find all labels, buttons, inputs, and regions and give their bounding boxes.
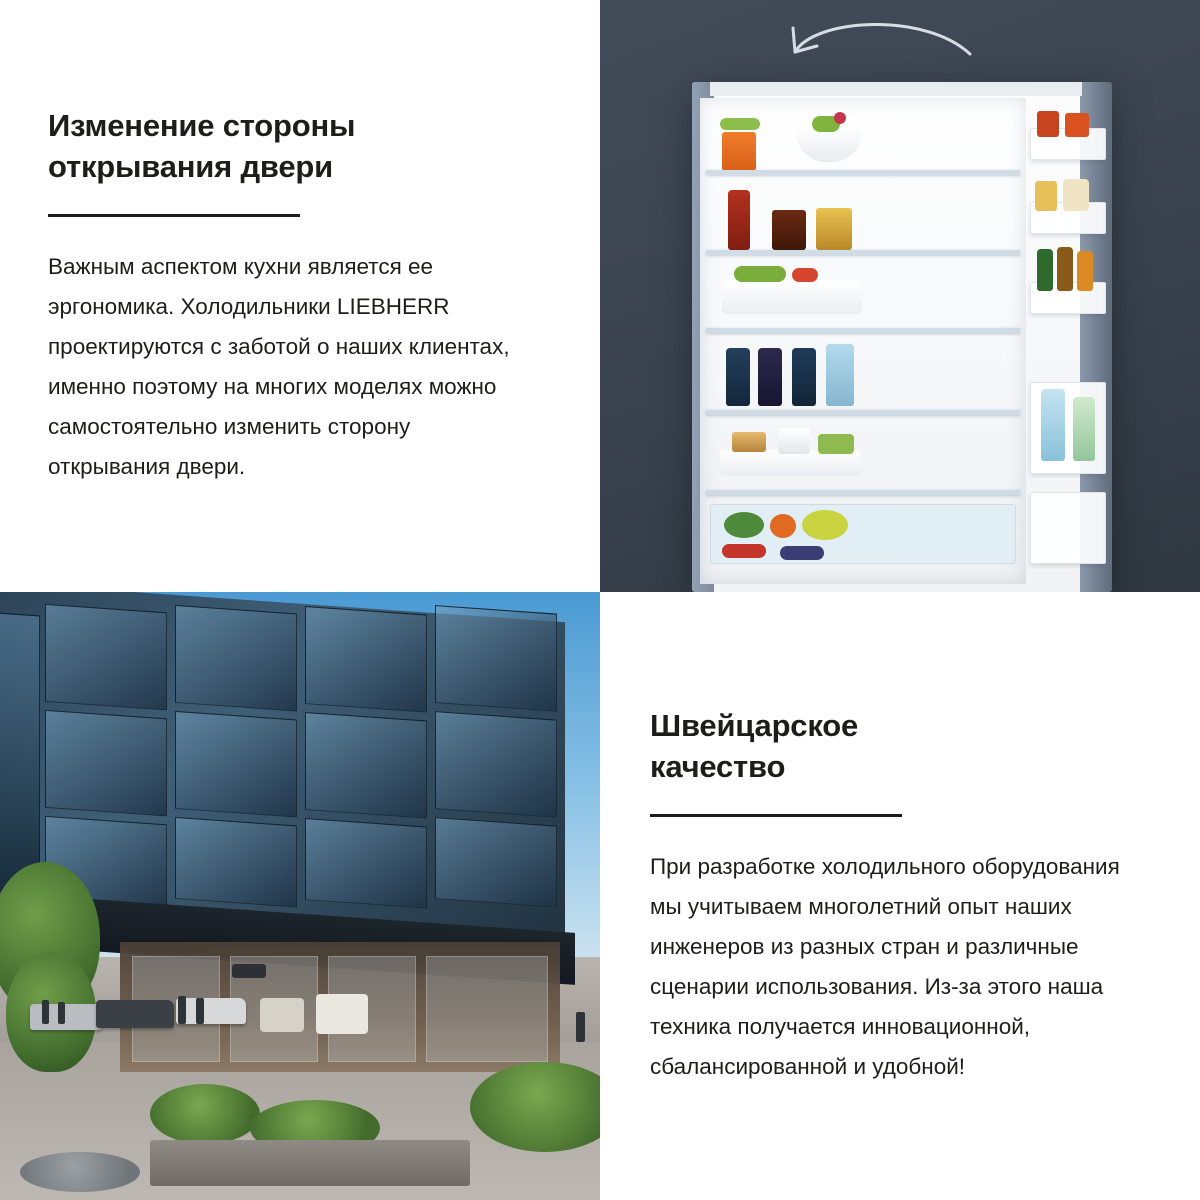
door-bin — [1030, 492, 1106, 564]
fridge-shelf — [706, 250, 1020, 255]
ketchup-bottle — [728, 190, 750, 250]
herb-garnish — [818, 434, 854, 454]
melon — [802, 510, 848, 540]
cheese-jar — [778, 428, 810, 454]
cherry-tomato — [834, 112, 846, 124]
facade-panel — [175, 817, 297, 908]
panel-swiss-quality — [600, 592, 1200, 1200]
fridge-shelf — [706, 328, 1020, 333]
fridge-cabinet — [700, 98, 1026, 584]
lobby-furniture — [260, 998, 304, 1032]
parked-car — [30, 1004, 102, 1030]
body-text: При разработке холодильного оборудования мы учитываем многолетний опыт наших инженеров из разных стран и различные сценарии использования. Из-за этого наша техника получается инновационной, сбалансированной и удобной! — [650, 854, 1120, 1080]
lobby-furniture — [316, 994, 368, 1034]
body-text: Важным аспектом кухни является ее эргономика. Холодильники LIEBHERR проектируются с заботой о наших клиентах, именно поэтому на многих моделях можно самостоятельно изменить сторону открывания двери. — [48, 254, 510, 480]
door-bin — [1030, 202, 1106, 234]
fridge-shelf — [706, 490, 1020, 495]
facade-corner-panel — [0, 612, 40, 897]
facade-panel — [175, 605, 297, 712]
facade-panel — [305, 818, 427, 909]
yogurt-cup — [816, 208, 852, 250]
curved-arrow-icon — [785, 14, 985, 84]
vegetable-tray — [722, 280, 862, 314]
parked-car — [176, 998, 246, 1024]
shrub — [150, 1084, 260, 1144]
water-bottle — [826, 344, 854, 406]
beer-bottle — [1057, 247, 1073, 291]
pedestrian — [58, 1002, 65, 1024]
cream-jar — [1063, 179, 1089, 211]
title-divider — [48, 214, 300, 217]
facade-panel — [435, 711, 557, 818]
skewer-vegetables — [720, 118, 760, 130]
facade-panel — [435, 817, 557, 908]
red-pepper — [792, 268, 818, 282]
refrigerator-photo — [600, 0, 1200, 592]
facade-panel — [175, 711, 297, 818]
cabbage — [724, 512, 764, 538]
orange-fruit — [770, 514, 796, 538]
fridge-top-cap — [710, 82, 1082, 96]
office-building-photo — [0, 592, 600, 1200]
facade-panel — [435, 605, 557, 712]
wine-bottle — [758, 348, 782, 406]
lemonade-bottle — [1073, 397, 1095, 461]
sauce-jar — [1037, 111, 1059, 137]
refrigerator-body — [692, 82, 1112, 592]
pedestrian — [42, 1000, 49, 1024]
water-bottle — [1041, 389, 1065, 461]
green-bottle — [1037, 249, 1053, 291]
juice-glass — [722, 132, 756, 170]
broccoli — [734, 266, 786, 282]
sauce-jar — [1065, 113, 1089, 137]
title-divider — [650, 814, 902, 817]
stone-planter — [150, 1140, 470, 1186]
pedestrian — [196, 998, 204, 1024]
fridge-shelf — [706, 410, 1020, 415]
section-title — [650, 705, 1130, 789]
sandwich — [732, 432, 766, 452]
title-line-2: качество — [650, 749, 786, 785]
title-line-2: открывания двери — [48, 149, 334, 185]
panel-door-side-change — [0, 0, 600, 592]
jam-jar — [772, 210, 806, 250]
parked-car — [96, 1000, 174, 1028]
door-bin — [1030, 282, 1106, 314]
title-line-1: Изменение стороны — [48, 107, 356, 143]
blueberries — [780, 546, 824, 560]
facade-panel — [45, 604, 167, 711]
lobby-entrance-door — [426, 956, 548, 1062]
facade-panel — [305, 606, 427, 713]
title-line-1: Швейцарское — [650, 707, 859, 743]
lobby-lamp — [232, 964, 266, 978]
facade-panel — [305, 712, 427, 819]
facade-panel — [45, 710, 167, 817]
chili-peppers — [722, 544, 766, 558]
pedestrian — [178, 996, 186, 1024]
wine-bottle — [726, 348, 750, 406]
wine-bottle — [792, 348, 816, 406]
page-title — [48, 105, 530, 189]
honey-jar — [1035, 181, 1057, 211]
door-bin-large — [1030, 382, 1106, 474]
pedestrian — [576, 1012, 585, 1042]
juice-bottle — [1077, 251, 1093, 291]
door-bin — [1030, 128, 1106, 160]
foreground-rocks — [20, 1152, 140, 1192]
fridge-shelf — [706, 170, 1020, 175]
